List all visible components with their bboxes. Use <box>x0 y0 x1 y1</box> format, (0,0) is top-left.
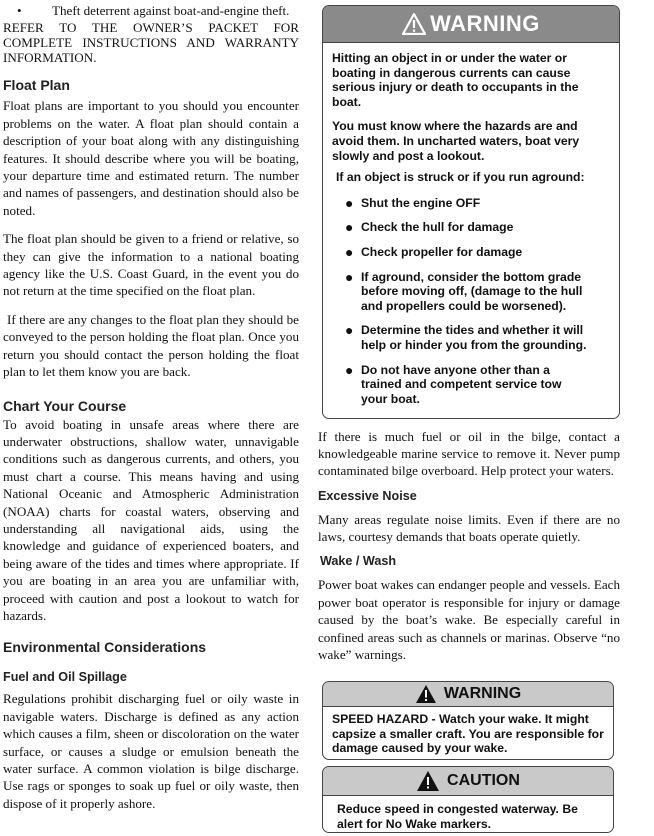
wake-heading: Wake / Wash <box>320 554 397 569</box>
list-item: ● Check propeller for damage <box>345 243 523 260</box>
warning-triangle-icon <box>415 684 437 704</box>
list-item: ● Do not have anyone other than a trained and competent service tow your boat. <box>345 361 562 406</box>
float-plan-paragraph-2: The float plan should be given to a friend or relative, so they can give the information to a national boating agency like the U.S. Coast Guard, in the event you do not return at the time specified on the float plan. <box>3 231 299 299</box>
list-item: ● Shut the engine OFF <box>345 194 481 211</box>
bullet-icon: ● <box>345 194 354 211</box>
caution-box <box>322 766 614 833</box>
warning-paragraph-2: You must know where the hazards are and avoid them. In uncharted waters, boat very slowly and post a lookout. <box>332 119 580 163</box>
list-item: ● Check the hull for damage <box>345 219 514 236</box>
list-item: ● If aground, consider the bottom grade before moving off, (damage to the hull and propellers could be worsened). <box>345 268 583 313</box>
refer-notice: REFER TO THE OWNER’S PACKET FOR COMPLETE INSTRUCTIONS AND WARRANTY INFORMATION. <box>3 20 299 66</box>
bullet-icon: ● <box>345 322 354 339</box>
theft-bullet-text: Theft deterrent against boat-and-engine theft. <box>52 3 290 18</box>
fuel-oil-paragraph: Regulations prohibit discharging fuel or oily waste in navigable waters. Discharge is defined as any action which causes a film, sheen or discoloration on the water surface, or causes a sludge or emulsion beneath the water surface. A common violation is bilge discharge. Use rags or sponges to soak up fuel or oily waste, then dispose of it properly ashore. <box>3 691 299 811</box>
caution-header <box>323 767 613 796</box>
chart-course-heading: Chart Your Course <box>3 397 127 414</box>
float-plan-paragraph-1: Float plans are important to you should you encounter problems on the water. A float plan should contain a description of your boat along with any distinguishing features. It should describe where you will be boating, your departure time and estimated return. The number and names of passengers, and destination should also be noted. <box>3 98 299 218</box>
warning-title: WARNING <box>430 11 540 36</box>
float-plan-heading: Float Plan <box>3 77 70 94</box>
wake-paragraph: Power boat wakes can endanger people and vessels. Each power boat operator is responsible for injury or damage caused by the boat’s wake. Be especially careful in confined areas such as channels or marinas. Observe “no wake” warnings. <box>318 577 620 663</box>
caution-text: Reduce speed in congested waterway. Be alert for No Wake markers. <box>337 802 578 831</box>
speed-hazard-text: SPEED HAZARD - Watch your wake. It might capsize a smaller craft. You are responsible for damage caused by your wake. <box>332 712 604 756</box>
warning-box-hazards <box>322 5 620 419</box>
bullet-icon: ● <box>345 219 354 236</box>
fuel-oil-heading: Fuel and Oil Spillage <box>3 670 127 685</box>
bilge-paragraph: If there is much fuel or oil in the bilge, contact a knowledgeable marine service to remove it. Never pump contaminated bilge overboard. Help protect your waters. <box>318 429 620 479</box>
noise-heading: Excessive Noise <box>318 488 417 503</box>
list-item <box>3 2 299 19</box>
warning-paragraph-1: Hitting an object in or under the water or boating in dangerous currents can cause serious injury or death to occupants in the boat. <box>332 51 579 109</box>
right-column-text <box>318 428 620 663</box>
float-plan-paragraph-3: If there are any changes to the float plan they should be conveyed to the person holding the float plan. Once you return you should contact the person holding the float plan to let them know you are back. <box>3 311 299 380</box>
bullet-icon: • <box>17 3 22 18</box>
environmental-heading: Environmental Considerations <box>3 639 207 656</box>
warning-header <box>323 6 619 43</box>
chart-course-paragraph: To avoid boating in unsafe areas where there are underwater obstructions, shallow water, unnavigable conditions such as dangerous currents, and others, you must chart a course. This means having and using National Oceanic and Atmospheric Administration (NOAA) charts for coastal waters, observing and understanding all navigational aids, using the knowledge and guidance of experienced boaters, and being aware of the tides and times where appropriate. If you are boating in an area you are unfamiliar with, proceed with caution and post a lookout to watch for hazards. <box>3 416 299 623</box>
warning-title: WARNING <box>443 685 522 702</box>
warning-paragraph-3: If an object is struck or if you run aground: <box>336 170 585 185</box>
warning-header <box>323 682 613 707</box>
caution-triangle-icon <box>416 770 440 792</box>
list-item: ● Determine the tides and whether it will help or hinder you from the grounding. <box>345 322 587 352</box>
noise-paragraph: Many areas regulate noise limits. Even if there are no laws, courtesy demands that boats operate quietly. <box>318 511 620 545</box>
left-column <box>3 0 299 812</box>
bullet-icon: ● <box>345 361 354 378</box>
bullet-icon: ● <box>345 243 354 260</box>
warning-box-speed <box>322 681 614 760</box>
bullet-icon: ● <box>345 268 354 285</box>
caution-title: CAUTION <box>447 772 520 789</box>
warning-steps-list <box>332 196 610 407</box>
warning-triangle-icon <box>402 13 426 35</box>
